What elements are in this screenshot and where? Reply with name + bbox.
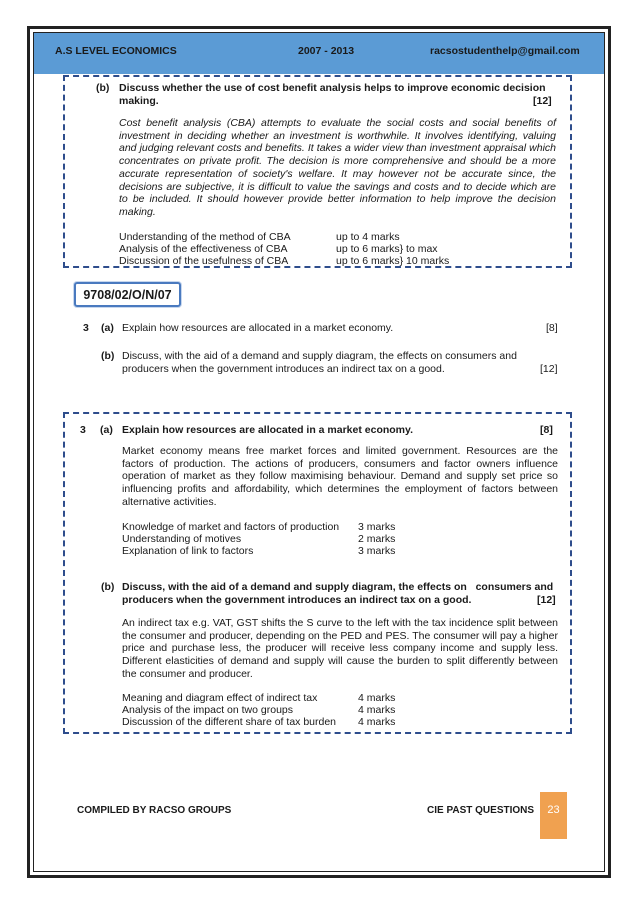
q3-a-label: (a)	[101, 322, 114, 334]
box2-b-scheme-item-3: Discussion of the different share of tax burden	[122, 716, 337, 728]
box2-b-scheme-item-1: Meaning and diagram effect of indirect tax	[122, 692, 318, 704]
page-number: 23	[540, 792, 567, 839]
box2-a-scheme-marks-1: 3 marks	[358, 521, 396, 533]
q3-b-marks: [12]	[540, 363, 558, 375]
footer-source: CIE PAST QUESTIONS	[427, 805, 535, 816]
box1-marks: [12]	[533, 95, 552, 107]
box2-b-line2: producers when the government introduces an indirect tax on a good.	[122, 594, 472, 606]
box1-question-line1: Discuss whether the use of cost benefit analysis helps to improve economic decision	[119, 82, 546, 94]
header-email: racsostudenthelp@gmail.com	[430, 45, 580, 57]
box2-a-scheme-marks-2: 2 marks	[358, 533, 396, 545]
box1-scheme-marks-2: up to 6 marks} to max	[336, 243, 438, 255]
header-subject: A.S LEVEL ECONOMICS	[55, 45, 177, 57]
box2-a-marks: [8]	[540, 424, 553, 436]
box2-b-answer: An indirect tax e.g. VAT, GST shifts the S curve to the left with the tax incidence split between the consumer and producer, depending on the PED and PES. The consumer will pay a higher price and purchase less, the producer will receive less company income and supply less. Different elasticities of demand and supply will cause the burden to split differently between the consumer and producer.	[122, 617, 558, 680]
box2-number: 3	[80, 424, 86, 436]
q3-a-text: Explain how resources are allocated in a market economy.	[122, 322, 394, 334]
box1-scheme-item-1: Understanding of the method of CBA	[119, 231, 291, 243]
box2-b-scheme-marks-2: 4 marks	[358, 704, 396, 716]
box2-b-label: (b)	[101, 581, 115, 593]
box1-question-line2: making.	[119, 95, 159, 107]
box2-a-answer: Market economy means free market forces and limited government. Resources are the factors of production. The actions of producers, consumers and factor owners influence operation of market as they follow maximising behaviour. Demand and supply set price so influencing profits and affordability, which determines the employment of factors between alternative activities.	[122, 445, 558, 508]
box2-a-scheme-item-1: Knowledge of market and factors of production	[122, 521, 340, 533]
box1-scheme-item-3: Discussion of the usefulness of CBA	[119, 255, 289, 267]
q3-b-label: (b)	[101, 350, 115, 362]
box1-scheme-item-2: Analysis of the effectiveness of CBA	[119, 243, 288, 255]
header-years: 2007 - 2013	[298, 45, 355, 57]
q3-number: 3	[83, 322, 89, 334]
box1-answer: Cost benefit analysis (CBA) attempts to evaluate the social costs and social benefits of investment in deciding whether an investment is worthwhile. It involves identifying, valuing and judging relevant costs and benefits. It takes a wider view than investment appraisal which concentrates on private profit. The decision is more comprehensive and should be a more accurate representation of society's welfare. It may however not be accurate since, the decisions are subjective, it is difficult to value the savings and costs and to decide which are to be included. It should however provide better information to help improve the decision making.	[119, 117, 556, 218]
footer-compiled-by: COMPILED BY RACSO GROUPS	[77, 805, 232, 816]
q3-b-line2: producers when the government introduces an indirect tax on a good.	[122, 363, 445, 375]
q3-a-marks: [8]	[546, 322, 558, 334]
box2-b-scheme-marks-1: 4 marks	[358, 692, 396, 704]
box2-a-text: Explain how resources are allocated in a market economy.	[122, 424, 414, 436]
paper-code: 9708/02/O/N/07	[74, 282, 181, 307]
box2-a-scheme-item-3: Explanation of link to factors	[122, 545, 254, 557]
box2-a-scheme-marks-3: 3 marks	[358, 545, 396, 557]
box2-b-marks: [12]	[537, 594, 556, 606]
box2-b-line1: Discuss, with the aid of a demand and supply diagram, the effects on consumers and	[122, 581, 554, 593]
box1-question-label: (b)	[96, 82, 110, 94]
box1-scheme-marks-1: up to 4 marks	[336, 231, 400, 243]
box1-scheme-marks-3: up to 6 marks} 10 marks	[336, 255, 450, 267]
box2-a-label: (a)	[100, 424, 113, 436]
box2-a-scheme-item-2: Understanding of motives	[122, 533, 242, 545]
q3-b-line1: Discuss, with the aid of a demand and supply diagram, the effects on consumers and	[122, 350, 517, 362]
box2-b-scheme-item-2: Analysis of the impact on two groups	[122, 704, 294, 716]
box2-b-scheme-marks-3: 4 marks	[358, 716, 396, 728]
